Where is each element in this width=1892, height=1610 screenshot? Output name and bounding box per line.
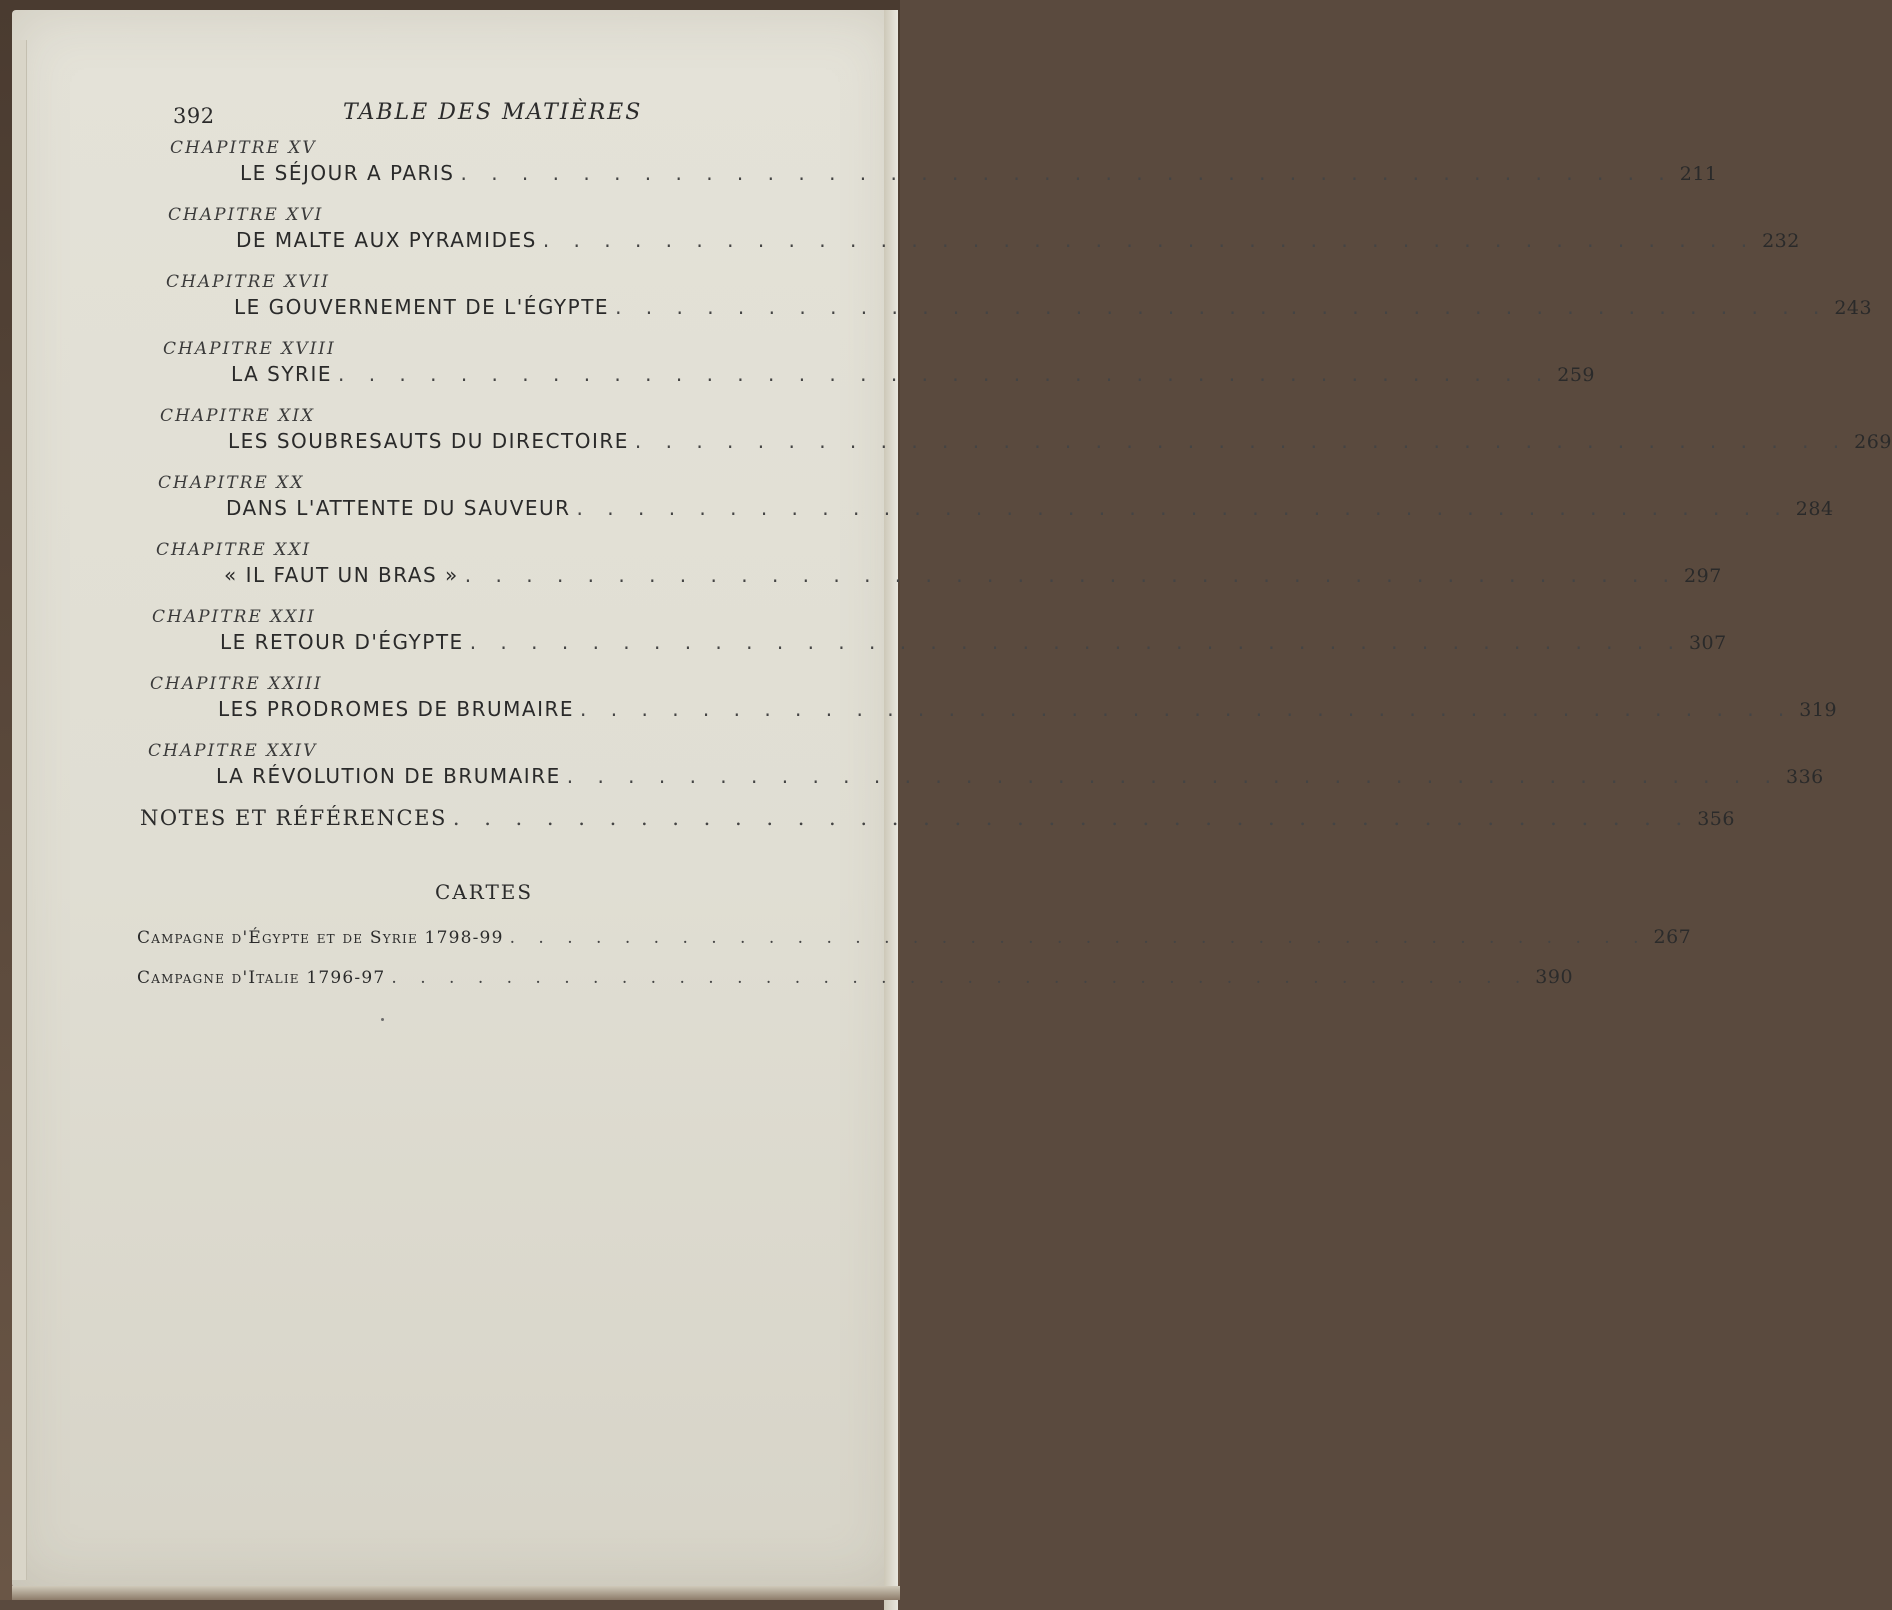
- map-page: 390: [1535, 966, 1574, 988]
- chapter-entry: [140, 205, 1800, 272]
- chapter-entry: [140, 607, 1727, 674]
- chapter-label: CHAPITRE XVII: [166, 272, 331, 292]
- dot-leader: . . . . . . . . . . . . . . . . . . . . . . . . . . . . . . . . . . . . . . . .: [469, 630, 1683, 654]
- ink-speck: [381, 1018, 384, 1021]
- chapter-title: LE SÉJOUR A PARIS: [240, 161, 455, 185]
- chapter-entry: [140, 272, 1873, 339]
- chapter-line: [224, 563, 1722, 591]
- chapter-page: 307: [1688, 632, 1727, 654]
- chapter-page: 297: [1684, 565, 1722, 587]
- map-entry: [137, 966, 1574, 996]
- chapter-entry: [140, 674, 1838, 741]
- dot-leader: . . . . . . . . . . . . . . . . . . . . . . . . . . . . . . . . . . . . . . . .: [566, 764, 1780, 788]
- chapter-title: LES PRODROMES DE BRUMAIRE: [218, 697, 575, 721]
- notes-title: NOTES ET RÉFÉRENCES: [140, 806, 447, 830]
- chapter-entry: [140, 540, 1722, 607]
- chapter-page: 259: [1557, 364, 1595, 386]
- dot-leader: . . . . . . . . . . . . . . . . . . . . . . . . . . . . . . . . . . . . . . . .: [464, 563, 1679, 587]
- chapter-title: LA SYRIE: [231, 362, 332, 386]
- chapter-page: 319: [1799, 699, 1838, 721]
- chapter-list: [140, 138, 1892, 808]
- chapter-title: LE RETOUR D'ÉGYPTE: [220, 630, 464, 654]
- dot-leader: . . . . . . . . . . . . . . . . . . . . . . . . . . . . . . . . . . . . . . . .: [391, 968, 1530, 988]
- chapter-line: [236, 228, 1800, 256]
- chapter-label: CHAPITRE XXIV: [148, 741, 318, 761]
- chapter-page: 211: [1679, 163, 1718, 185]
- chapter-page: 232: [1762, 230, 1800, 252]
- chapter-page: 269: [1854, 431, 1892, 453]
- chapter-label: CHAPITRE XVI: [168, 205, 324, 225]
- chapter-page: 243: [1834, 297, 1873, 319]
- chapter-label: CHAPITRE XXII: [152, 607, 316, 627]
- chapter-line: [218, 697, 1838, 725]
- chapter-entry: [140, 473, 1834, 540]
- chapter-title: DANS L'ATTENTE DU SAUVEUR: [226, 496, 571, 520]
- dot-leader: . . . . . . . . . . . . . . . . . . . . . . . . . . . . . . . . . . . . . . . .: [460, 161, 1674, 185]
- chapter-label: CHAPITRE XVIII: [163, 339, 336, 359]
- running-head: [173, 100, 683, 132]
- chapter-label: CHAPITRE XV: [170, 138, 317, 158]
- chapter-entry: [140, 339, 1595, 406]
- chapter-label: CHAPITRE XIX: [160, 406, 316, 426]
- map-page: 267: [1653, 926, 1692, 948]
- chapter-title: LES SOUBRESAUTS DU DIRECTOIRE: [228, 429, 629, 453]
- chapter-label: CHAPITRE XX: [158, 473, 305, 493]
- chapter-line: [228, 429, 1892, 457]
- chapter-page: 336: [1785, 766, 1824, 788]
- chapter-line: [240, 161, 1718, 189]
- chapter-label: CHAPITRE XXI: [156, 540, 312, 560]
- map-title: Campagne d'Italie 1796-97: [137, 968, 386, 988]
- chapter-page: 284: [1795, 498, 1834, 520]
- chapter-line: [226, 496, 1834, 524]
- chapter-entry: [140, 741, 1824, 808]
- dot-leader: . . . . . . . . . . . . . . . . . . . . . . . . . . . . . . . . . . . . . . . .: [576, 496, 1790, 520]
- chapter-line: [220, 630, 1727, 658]
- chapter-title: « IL FAUT UN BRAS »: [224, 563, 459, 587]
- dot-leader: . . . . . . . . . . . . . . . . . . . . . . . . . . . . . . . . . . . . . . . .: [615, 295, 1829, 319]
- notes-page: 356: [1697, 808, 1735, 830]
- dot-leader: . . . . . . . . . . . . . . . . . . . . . . . . . . . . . . . . . . . . . . . .: [580, 697, 1794, 721]
- notes-entry: [140, 806, 1735, 838]
- chapter-title: LA RÉVOLUTION DE BRUMAIRE: [216, 764, 561, 788]
- dot-leader: . . . . . . . . . . . . . . . . . . . . . . . . . . . . . . . . . . . . . . . .: [337, 362, 1552, 386]
- chapter-entry: [140, 138, 1718, 205]
- chapter-line: [216, 764, 1824, 792]
- chapter-line: [231, 362, 1595, 390]
- dot-leader: . . . . . . . . . . . . . . . . . . . . . . . . . . . . . . . . . . . . . . . .: [542, 228, 1757, 252]
- chapter-title: DE MALTE AUX PYRAMIDES: [236, 228, 537, 252]
- running-head-title: TABLE DES MATIÈRES: [343, 100, 643, 125]
- chapter-entry: [140, 406, 1892, 473]
- map-title: Campagne d'Égypte et de Syrie 1798-99: [137, 928, 504, 948]
- chapter-title: LE GOUVERNEMENT DE L'ÉGYPTE: [234, 295, 610, 319]
- chapter-line: [234, 295, 1873, 323]
- chapter-label: CHAPITRE XXIII: [150, 674, 323, 694]
- dot-leader: . . . . . . . . . . . . . . . . . . . . . . . . . . . . . . . . . . . . . . . .: [509, 928, 1648, 948]
- maps-heading: CARTES: [435, 880, 534, 904]
- map-entry: [137, 926, 1692, 956]
- dot-leader: . . . . . . . . . . . . . . . . . . . . . . . . . . . . . . . . . . . . . . . .: [634, 429, 1849, 453]
- dot-leader: . . . . . . . . . . . . . . . . . . . . . . . . . . . . . . . . . . . . . . . .: [452, 806, 1692, 830]
- page-number: 392: [173, 104, 215, 128]
